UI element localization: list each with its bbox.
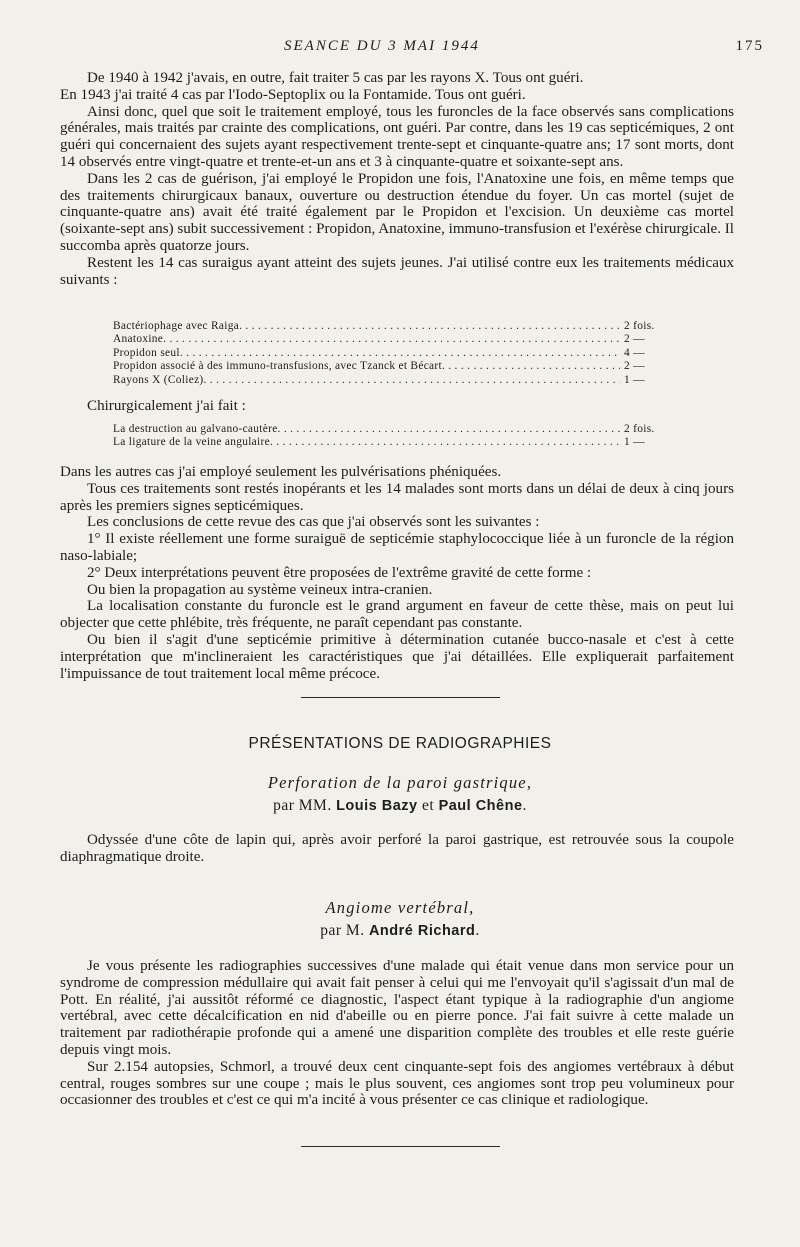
article-body [60,832,734,866]
paragraph: Les conclusions de cette revue des cas que j'ai observés sont les suivantes : [87,514,540,531]
treatment-label: Propidon associé à des immuno-transfusions, avec Tzanck et Bécart [113,360,442,373]
treatment-label: Anatoxine [113,333,164,346]
treatment-count: 1 — [624,373,645,386]
author-name: André Richard [368,923,476,939]
article-title: Angiome vertébral, [325,898,475,917]
separator-rule [301,697,500,698]
article-byline: par MM. Louis Bazy et Paul Chêne. [273,797,527,814]
paragraph: Restent les 14 cas suraigus ayant atteint des sujets jeunes. J'ai utilisé contre eux les traitements médicaux suivants : [60,254,734,288]
list-item [113,436,680,449]
treatment-count: 2 — [624,360,645,373]
list-item [113,360,680,373]
list-item [113,333,680,346]
paragraph: Dans les autres cas j'ai employé seulement les pulvérisations phéniquées. [60,464,502,480]
treatment-label: La destruction au galvano-cautère [113,423,278,435]
paragraph: Ainsi donc, quel que soit le traitement employé, tous les furoncles de la face observés sans complications générales, mais traités par crainte des complications, ont guéri. Par contre, dans les 19 cas septicémiques, 2 ont guéri qui concernaient des sujets ayant respectivement trente-sept et cinquante-quatre ans; 17 sont morts, dont 14 observés entre vingt-quatre et trente-et-un ans et 3 à cinquante-quatre et soixante-sept ans. [60,103,734,170]
paragraph: La localisation constante du furoncle est le grand argument en faveur de cette thèse, mais on peut lui objecter que cette phlébite, très fréquente, ne paraît cependant pas constante. [60,598,734,632]
running-title: SEANCE DU 3 MAI 1944 [284,38,480,54]
article-byline: par M. André Richard. [320,922,480,939]
paragraph: Tous ces traitements sont restés inopérants et les 14 malades sont morts dans un délai de deux à cinq jours après les premiers signes septicémiques. [60,480,734,514]
paragraph: Je vous présente les radiographies successives d'une malade qui était venue dans mon service pour un syndrome de compression médullaire qui avait fait penser à celui qui me l'envoyait qu'il s'agissait d'un mal de Pott. En réalité, j'ai aussitôt réformé ce diagnostic, l'aspect étant typique à la radiographie d'un angiome vertébral, avec cette décalcification en nid d'abeille ou en pierre ponce. J'ai fait suivre à cette malade un traitement par radiothérapie profonde qui a amené une disparition complète des troubles et elle reste guérie depuis vingt mois. [60,958,734,1058]
paragraph: Chirurgicalement j'ai fait : [87,398,246,414]
paragraph: De 1940 à 1942 j'avais, en outre, fait traiter 5 cas par les rayons X. Tous ont guéri. [87,70,584,86]
paragraph: Sur 2.154 autopsies, Schmorl, a trouvé deux cent cinquante-sept fois des angiomes vertébraux à début central, rouges sombres sur une coupe ; mais le plus souvent, ces angiomes sont trop peu volumineux pour occasionner des troubles et c'est ce qui m'a incité à vous présenter ce cas clinique et radiologique. [60,1058,734,1109]
treatment-label: Propidon seul [113,346,180,359]
paragraph: Dans les 2 cas de guérison, j'ai employé le Propidon une fois, l'Anatoxine une fois, en même temps que des traitements chirurgicaux banaux, ouverture ou destruction étendue du foyer. Un cas mortel (sujet de cinquante-quatre ans) avait été traité également par le Propidon et l'excision. Un deuxième cas mortel (soixante-sept ans) subit successivement : Propidon, Anatoxine, immuno-transfusion et l'exérèse chirurgicale. Il succomba après quatorze jours. [60,170,734,254]
section-title: PRÉSENTATIONS DE RADIOGRAPHIES [248,735,552,752]
paragraph: Odyssée d'une côte de lapin qui, après avoir perforé la paroi gastrique, est retrouvée sous la coupole diaphragmatique droite. [60,832,734,865]
page-number: 175 [735,38,764,54]
intro-text [60,70,734,288]
list-item [113,423,680,436]
treatment-count: 2 — [624,333,645,346]
article-body [60,958,734,1109]
list-item [113,374,680,387]
surgical-intro [60,398,734,415]
paragraph: Ou bien il s'agit d'une septicémie primitive à détermination cutanée bucco-nasale et c'est à cette interprétation que m'inclineraient les caractéristiques que j'ai détaillées. Elle expliquerait parfaitement l'impuissance de tout traitement local même précoce. [60,631,734,682]
paragraph: Ou bien la propagation au système veineux intra-cranien. [87,581,433,598]
list-item [113,320,680,333]
paragraph: En 1943 j'ai traité 4 cas par l'Iodo-Septoplix ou la Fontamide. Tous ont guéri. [60,86,526,103]
medical-treatments-list [113,320,680,387]
author-name: Paul Chêne [438,798,523,814]
running-header [0,38,800,58]
treatment-count: 4 — [624,346,645,359]
paragraph: 1° Il existe réellement une forme suraiguë de septicémie staphylococcique liée à un furoncle de la région naso-labiale; [60,531,734,564]
treatment-label: La ligature de la veine angulaire [113,436,270,449]
separator-rule [301,1146,500,1147]
treatment-count: 2 fois. [624,320,655,332]
treatment-count: 1 — [624,436,645,449]
author-name: Louis Bazy [336,798,418,814]
paragraph: 2° Deux interprétations peuvent être proposées de l'extrême gravité de cette forme : [87,564,592,581]
article-title: Perforation de la paroi gastrique, [267,773,533,792]
treatment-label: Bactériophage avec Raiga [113,320,240,332]
treatment-label: Rayons X (Coliez) [113,373,204,386]
surgical-treatments-list [113,423,680,450]
list-item [113,347,680,360]
treatment-count: 2 fois. [624,423,655,435]
conclusions-text [60,464,734,682]
